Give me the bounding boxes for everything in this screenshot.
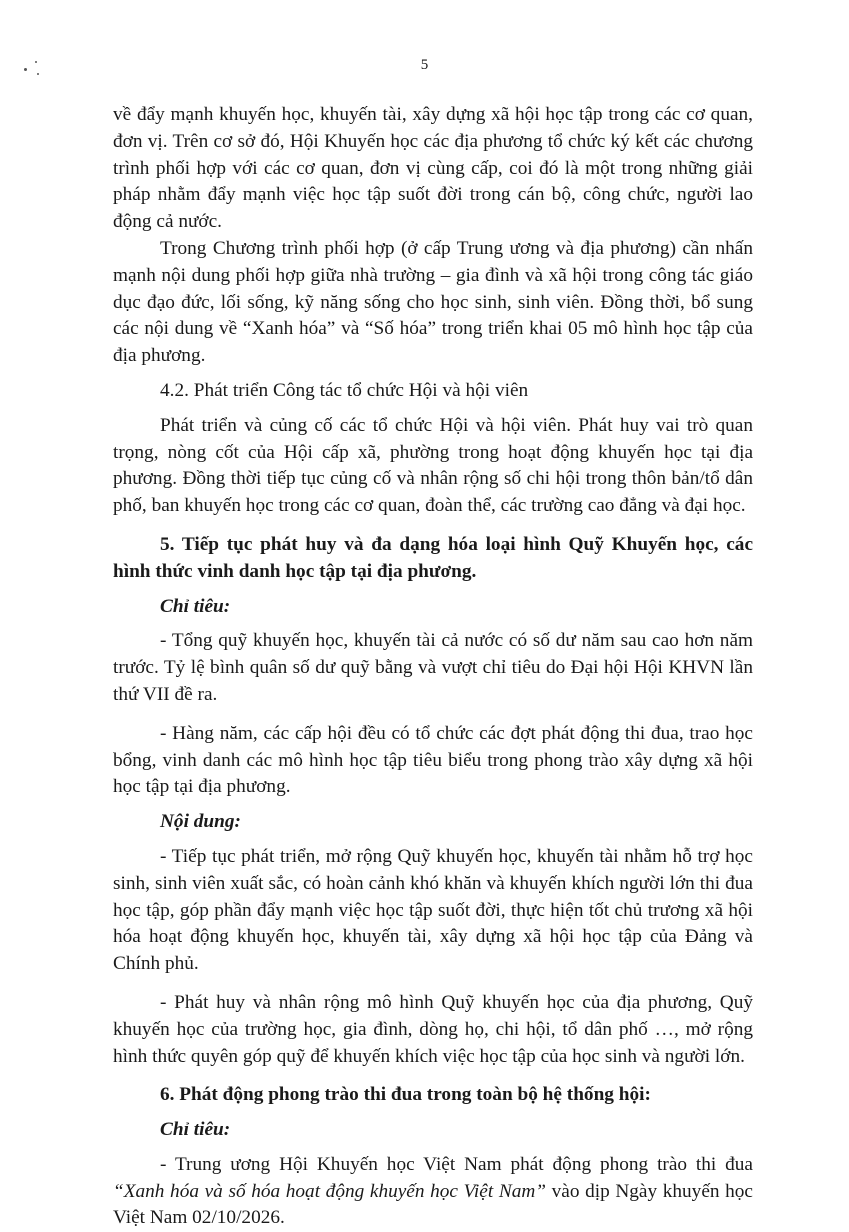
subsection-heading: 4.2. Phát triển Công tác tổ chức Hội và hội viên (160, 379, 529, 401)
paragraph: - Hàng năm, các cấp hội đều có tổ chức các đợt phát động thi đua, trao học bổng, vinh danh các mô hình học tập tiêu biểu trong phong trào xây dựng xã hội học tập tại địa phương. (113, 722, 753, 798)
section-heading: 6. Phát động phong trào thi đua trong toàn bộ hệ thống hội: (160, 1084, 651, 1106)
paragraph: - Tổng quỹ khuyến học, khuyến tài cả nước có số dư năm sau cao hơn năm trước. Tỷ lệ bình quân số dư quỹ bằng và vượt chỉ tiêu do Đại hội Hội KHVN lần thứ VII đề ra. (113, 630, 753, 705)
paragraph: - Tiếp tục phát triển, mở rộng Quỹ khuyến học, khuyến tài nhằm hỗ trợ học sinh, sinh viên xuất sắc, có hoàn cảnh khó khăn và khuyến khích người lớn thi đua học tập, góp phần đẩy mạnh việc học tập suốt đời, thực hiện tốt chủ trương xã hội hóa hoạt động khuyến học, khuyến tài, xây dựng xã hội học tập của Đảng và Chính phủ. (113, 845, 753, 975)
criteria-label: Chỉ tiêu: (160, 595, 231, 617)
paragraph-text: vào dịp Ngày khuyến học Việt Nam 02/10/2026. (113, 1180, 753, 1229)
criteria-label: Chỉ tiêu: (160, 1119, 231, 1141)
document-body (113, 102, 753, 1232)
paragraph (113, 1152, 753, 1232)
paragraph: - Phát huy và nhân rộng mô hình Quỹ khuyến học của địa phương, Quỹ khuyến học của trường học, gia đình, dòng họ, chi hội, tổ dân phố …, mở rộng hình thức quyên góp quỹ để khuyến khích việc học tập của học sinh và người lớn. (113, 991, 753, 1067)
campaign-title: “Xanh hóa và số hóa hoạt động khuyến học Việt Nam” (113, 1180, 546, 1202)
content-label: Nội dung: (160, 811, 241, 833)
section-heading: 5. Tiếp tục phát huy và đa dạng hóa loại hình Quỹ Khuyến học, các hình thức vinh danh học tập tại địa phương. (113, 533, 753, 582)
paragraph: về đẩy mạnh khuyến học, khuyến tài, xây dựng xã hội học tập trong các cơ quan, đơn vị. Trên cơ sở đó, Hội Khuyến học các địa phương tổ chức ký kết các chương trình phối hợp với các cơ quan, đơn vị cùng cấp, coi đó là một trong những giải pháp nhằm đẩy mạnh việc học tập suốt đời trong cán bộ, công chức, người lao động cả nước. (113, 104, 753, 233)
paragraph-text: - Trung ương Hội Khuyến học Việt Nam phát động phong trào thi đua (160, 1153, 753, 1175)
paragraph: Trong Chương trình phối hợp (ở cấp Trung ương và địa phương) cần nhấn mạnh nội dung phối hợp giữa nhà trường – gia đình và xã hội trong công tác giáo dục đạo đức, lối sống, kỹ năng sống cho học sinh, sinh viên. Đồng thời, bổ sung các nội dung về “Xanh hóa” và “Số hóa” trong triển khai 05 mô hình học tập của địa phương. (113, 237, 753, 367)
paragraph: Phát triển và củng cố các tổ chức Hội và hội viên. Phát huy vai trò quan trọng, nòng cốt của Hội cấp xã, phường trong hoạt động khuyến học tại địa phương. Đồng thời tiếp tục củng cố và nhân rộng số chi hội trong thôn bản/tổ dân phố, ban khuyến học trong các cơ quan, đoàn thể, các trường cao đẳng và đại học. (113, 414, 753, 517)
page-number: 5 (420, 57, 429, 73)
